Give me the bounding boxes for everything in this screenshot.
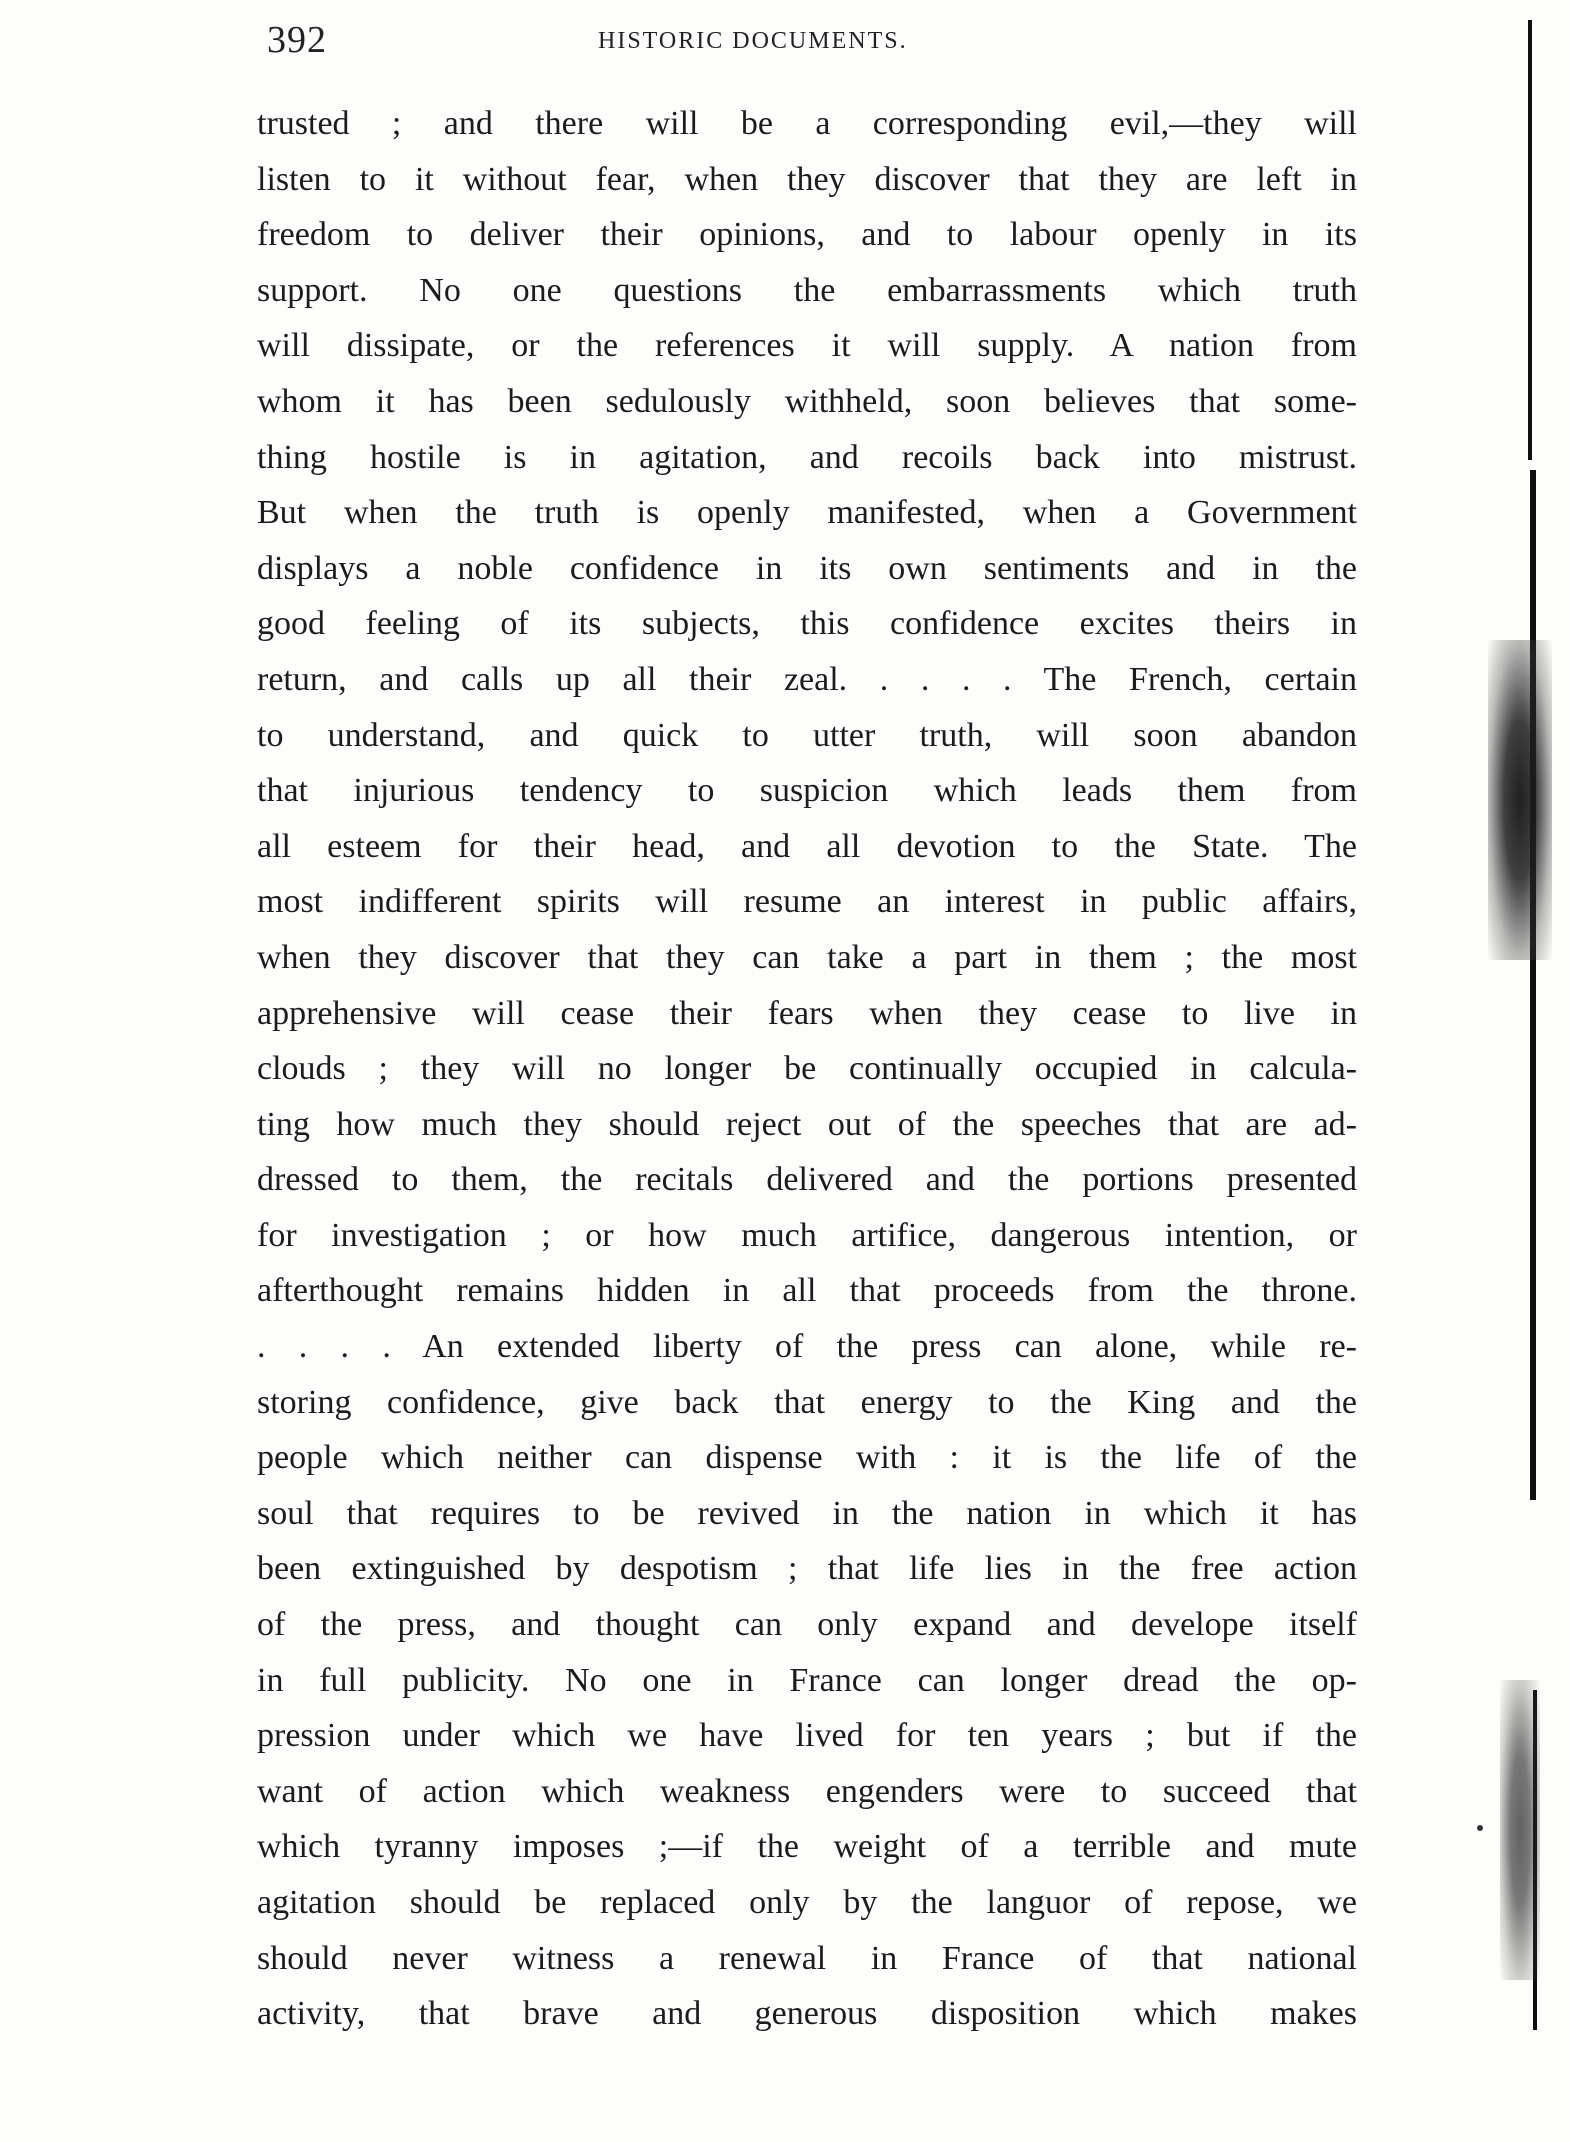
text-line: good feeling of its subjects, this confidence excites theirs in — [257, 605, 1357, 643]
binding-edge-line-top — [1528, 20, 1532, 460]
running-head: HISTORIC DOCUMENTS. — [598, 28, 908, 54]
text-line: activity, that brave and generous disposition which makes — [257, 1995, 1357, 2033]
text-line: people which neither can dispense with : it is the life of the — [257, 1439, 1357, 1477]
text-line: that injurious tendency to suspicion which leads them from — [257, 772, 1357, 810]
scan-smudge-upper — [1488, 640, 1552, 960]
text-line: soul that requires to be revived in the nation in which it has — [257, 1494, 1357, 1532]
text-line: ting how much they should reject out of the speeches that are ad- — [257, 1105, 1357, 1143]
page-number: 392 — [267, 19, 327, 61]
text-line: which tyranny imposes ;—if the weight of a terrible and mute — [257, 1828, 1357, 1866]
text-line: for investigation ; or how much artifice, dangerous intention, or — [257, 1216, 1357, 1254]
text-line: storing confidence, give back that energy to the King and the — [257, 1383, 1357, 1421]
text-line: support. No one questions the embarrassments which truth — [257, 271, 1357, 309]
text-line: But when the truth is openly manifested, when a Government — [257, 494, 1357, 532]
text-line: been extinguished by despotism ; that life lies in the free action — [257, 1550, 1357, 1588]
text-line: return, and calls up all their zeal. . . . . The French, certain — [257, 660, 1357, 698]
text-line: will dissipate, or the references it will supply. A nation from — [257, 327, 1357, 365]
text-line: whom it has been sedulously withheld, soon believes that some- — [257, 382, 1357, 420]
page-header — [255, 18, 1355, 78]
body-text — [257, 96, 1357, 2042]
text-line: clouds ; they will no longer be continually occupied in calcula- — [257, 1050, 1357, 1088]
text-line: dressed to them, the recitals delivered and the portions presented — [257, 1161, 1357, 1199]
binding-edge-line-middle — [1530, 470, 1536, 1500]
text-line: all esteem for their head, and all devotion to the State. The — [257, 827, 1357, 865]
text-line: trusted ; and there will be a corresponding evil,—they will — [257, 105, 1357, 142]
text-line: should never witness a renewal in France of that national — [257, 1939, 1357, 1977]
text-line: listen to it without fear, when they discover that they are left in — [257, 160, 1357, 198]
text-line: . . . . An extended liberty of the press can alone, while re- — [257, 1328, 1357, 1366]
text-line: freedom to deliver their opinions, and to labour openly in its — [257, 216, 1357, 254]
scan-smudge-lower — [1500, 1680, 1540, 1980]
text-line: of the press, and thought can only expand and develope itself — [257, 1606, 1357, 1644]
text-line: pression under which we have lived for ten years ; but if the — [257, 1717, 1357, 1755]
text-line: thing hostile is in agitation, and recoils back into mistrust. — [257, 438, 1357, 476]
text-line: when they discover that they can take a part in them ; the most — [257, 938, 1357, 976]
text-line: apprehensive will cease their fears when they cease to live in — [257, 994, 1357, 1032]
text-line: want of action which weakness engenders were to succeed that — [257, 1772, 1357, 1810]
text-line: afterthought remains hidden in all that proceeds from the throne. — [257, 1272, 1357, 1310]
text-line: displays a noble confidence in its own sentiments and in the — [257, 549, 1357, 587]
text-line: in full publicity. No one in France can longer dread the op- — [257, 1661, 1357, 1699]
text-line: most indifferent spirits will resume an interest in public affairs, — [257, 883, 1357, 921]
scan-speck — [1477, 1825, 1483, 1831]
text-line: to understand, and quick to utter truth, will soon abandon — [257, 716, 1357, 754]
text-line: agitation should be replaced only by the languor of repose, we — [257, 1884, 1357, 1921]
